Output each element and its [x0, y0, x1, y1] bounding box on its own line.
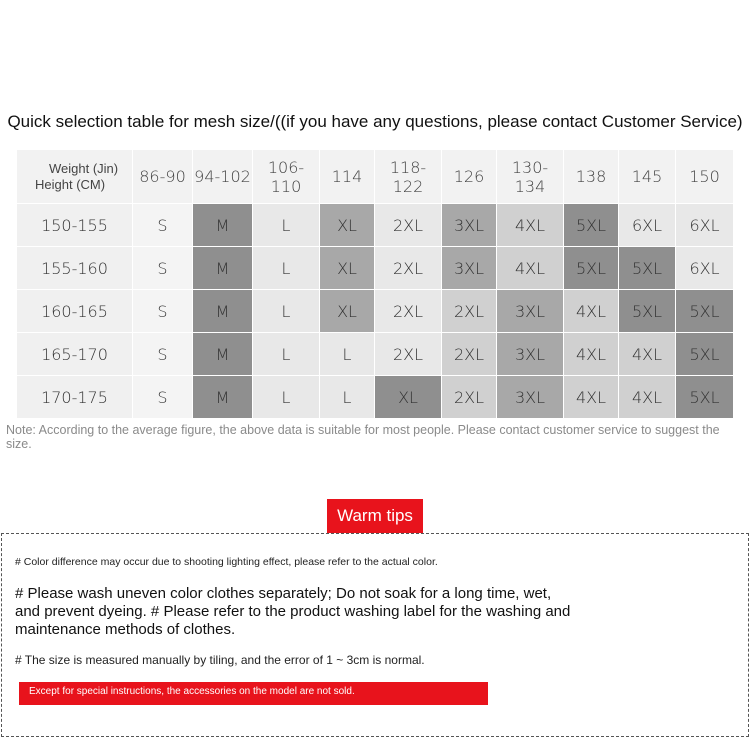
size-table: [16, 149, 733, 414]
size-cell: 5XL: [564, 204, 619, 247]
size-note: Note: According to the average figure, the above data is suitable for most people. Please contact customer service to suggest the size.: [6, 423, 720, 451]
size-cell: 4XL: [497, 204, 564, 247]
size-cell: S: [133, 247, 193, 290]
size-cell: S: [133, 204, 193, 247]
size-cell: 6XL: [619, 204, 676, 247]
table-row: [17, 290, 734, 333]
weight-header-cell: 138: [564, 150, 619, 204]
size-cell: XL: [375, 376, 442, 419]
size-cell: L: [253, 204, 320, 247]
size-cell: S: [133, 290, 193, 333]
size-cell: 4XL: [564, 290, 619, 333]
size-cell: 4XL: [619, 333, 676, 376]
size-cell: 5XL: [619, 247, 676, 290]
size-cell: 4XL: [564, 376, 619, 419]
weight-header-cell: 118-122: [375, 150, 442, 204]
size-cell: L: [320, 333, 375, 376]
size-cell: 5XL: [564, 247, 619, 290]
size-cell: 4XL: [564, 333, 619, 376]
size-cell: 2XL: [375, 333, 442, 376]
size-cell: 5XL: [676, 376, 734, 419]
size-cell: XL: [320, 204, 375, 247]
size-cell: M: [193, 376, 253, 419]
size-cell: 2XL: [375, 204, 442, 247]
weight-header-cell: 114: [320, 150, 375, 204]
size-cell: S: [133, 333, 193, 376]
size-cell: 5XL: [676, 290, 734, 333]
weight-header-cell: 94-102: [193, 150, 253, 204]
weight-header-cell: 106-110: [253, 150, 320, 204]
height-row-label: 155-160: [17, 247, 133, 290]
size-cell: 6XL: [676, 247, 734, 290]
height-row-label: 160-165: [17, 290, 133, 333]
height-row-label: 165-170: [17, 333, 133, 376]
tip-measurement: # The size is measured manually by tiling, and the error of 1 ~ 3cm is normal.: [15, 653, 425, 667]
size-cell: 3XL: [497, 376, 564, 419]
size-cell: 5XL: [676, 333, 734, 376]
size-cell: L: [253, 247, 320, 290]
size-cell: M: [193, 247, 253, 290]
size-cell: L: [253, 333, 320, 376]
size-cell: 3XL: [442, 247, 497, 290]
size-cell: S: [133, 376, 193, 419]
size-cell: 6XL: [676, 204, 734, 247]
warm-tips-badge: Warm tips: [327, 499, 423, 533]
size-cell: 4XL: [619, 376, 676, 419]
size-cell: 3XL: [497, 290, 564, 333]
table-row: [17, 376, 734, 419]
size-cell: 5XL: [619, 290, 676, 333]
table-header-row: [17, 150, 734, 204]
weight-header-cell: 86-90: [133, 150, 193, 204]
weight-header-cell: 126: [442, 150, 497, 204]
table-row: [17, 333, 734, 376]
height-axis-label: Height (CM): [35, 176, 106, 192]
size-cell: M: [193, 204, 253, 247]
tip-color-difference: # Color difference may occur due to shooting lighting effect, please refer to the actual color.: [15, 556, 438, 568]
size-cell: M: [193, 333, 253, 376]
size-cell: XL: [320, 290, 375, 333]
size-cell: 2XL: [442, 290, 497, 333]
size-cell: 2XL: [442, 333, 497, 376]
weight-header-cell: 130-134: [497, 150, 564, 204]
weight-header-cell: 145: [619, 150, 676, 204]
size-cell: 2XL: [375, 290, 442, 333]
size-cell: XL: [320, 247, 375, 290]
tip-washing: # Please wash uneven color clothes separately; Do not soak for a long time, wet, and prevent dyeing. # Please refer to the product washing label for the washing and maintenance methods of clothes.: [15, 585, 571, 638]
size-cell: L: [253, 376, 320, 419]
table-row: [17, 247, 734, 290]
size-cell: 2XL: [442, 376, 497, 419]
page-title: Quick selection table for mesh size/((if you have any questions, please contact Customer Service): [7, 112, 743, 131]
table-row: [17, 204, 734, 247]
size-cell: L: [253, 290, 320, 333]
size-cell: M: [193, 290, 253, 333]
size-cell: 3XL: [442, 204, 497, 247]
weight-header-cell: 150: [676, 150, 734, 204]
size-cell: 3XL: [497, 333, 564, 376]
size-cell: L: [320, 376, 375, 419]
size-cell: 2XL: [375, 247, 442, 290]
height-row-label: 170-175: [17, 376, 133, 419]
height-row-label: 150-155: [17, 204, 133, 247]
tip-accessories-banner: Except for special instructions, the accessories on the model are not sold.: [19, 682, 488, 705]
size-cell: 4XL: [497, 247, 564, 290]
table-corner-cell: [17, 150, 133, 204]
weight-axis-label: Weight (Jin): [49, 160, 119, 176]
